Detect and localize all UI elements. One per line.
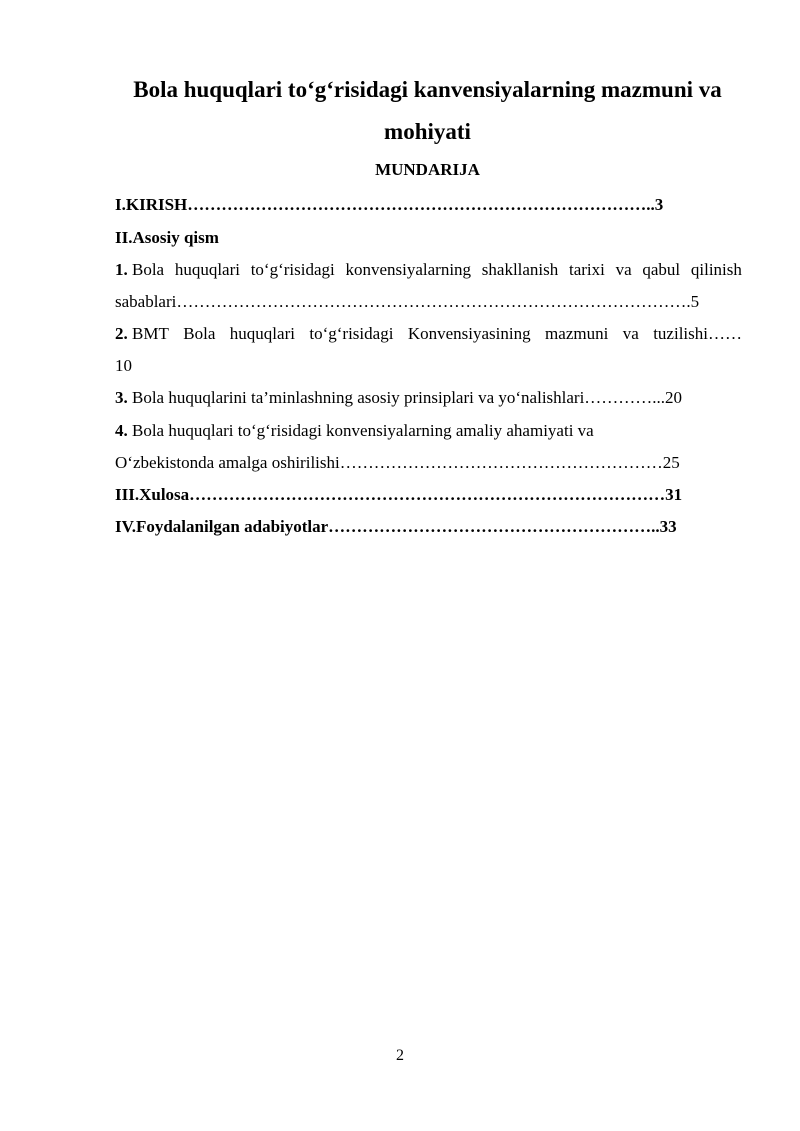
toc-entry-2-word: tuzilishi……: [653, 324, 742, 343]
toc-entry-2-word: huquqlari: [229, 324, 295, 343]
toc-entry-3-text: Bola huquqlarini ta’minlashning asosiy prinsiplari va yo‘nalishlari…………...20: [132, 388, 683, 407]
toc-entry-2-word: va: [622, 324, 639, 343]
toc-entry-1-number: 1.: [115, 260, 128, 279]
toc-entry-1-word: tarixi: [569, 260, 605, 279]
toc-entry-1-word: va: [615, 260, 632, 279]
toc-section-asosiy: II.Asosiy qism: [115, 228, 219, 247]
toc-entry-1-word: qabul: [642, 260, 681, 279]
toc-heading: MUNDARIJA: [375, 160, 480, 179]
toc-entry-1-word: huquqlari: [174, 260, 240, 279]
toc-entry-4-line-1: [115, 421, 594, 441]
toc-entry-2-word: mazmuni: [545, 324, 609, 343]
document-title-line-2: mohiyati: [384, 119, 471, 144]
toc-entry-3: [115, 388, 682, 408]
toc-entry-2-word: to‘g‘risidagi: [309, 324, 394, 343]
page-number: 2: [396, 1047, 404, 1064]
toc-entry-2-word: Konvensiyasining: [407, 324, 531, 343]
toc-entry-1-word: to‘g‘risidagi: [250, 260, 335, 279]
toc-entry-2-number: 2.: [115, 324, 128, 343]
document-title-line-1: Bola huquqlari to‘g‘risidagi kanvensiyalarning mazmuni va: [133, 77, 722, 102]
toc-entry-4-text: Bola huquqlari to‘g‘risidagi konvensiyalarning amaliy ahamiyati va: [132, 421, 594, 440]
toc-entry-1-line-1: [115, 260, 742, 280]
toc-entry-4-line-2: O‘zbekistonda amalga oshirilishi…………………………………………………25: [115, 453, 680, 472]
toc-entry-1-word: konvensiyalarning: [345, 260, 472, 279]
toc-entry-4-number: 4.: [115, 421, 128, 440]
toc-entry-2-line-1: [115, 324, 742, 344]
toc-entry-1-word: shakllanish: [481, 260, 559, 279]
toc-entry-1-word: 1. Bola: [115, 260, 165, 279]
toc-entry-kirish: I.KIRISH………………………………………………………………………..3: [115, 195, 664, 214]
toc-entry-2-word: 2. BMT: [115, 324, 169, 343]
toc-entry-3-number: 3.: [115, 388, 128, 407]
toc-entry-2-line-2: 10: [115, 356, 132, 375]
toc-entry-xulosa: III.Xulosa…………………………………………………………………………31: [115, 485, 683, 504]
toc-entry-1-word: qilinish: [690, 260, 742, 279]
toc-entry-2-word: Bola: [183, 324, 216, 343]
toc-entry-1-line-2: sabablari……………………………………………………………………………….5: [115, 292, 700, 311]
toc-entry-adabiyotlar: IV.Foydalanilgan adabiyotlar…………………………………………………..33: [115, 517, 677, 536]
